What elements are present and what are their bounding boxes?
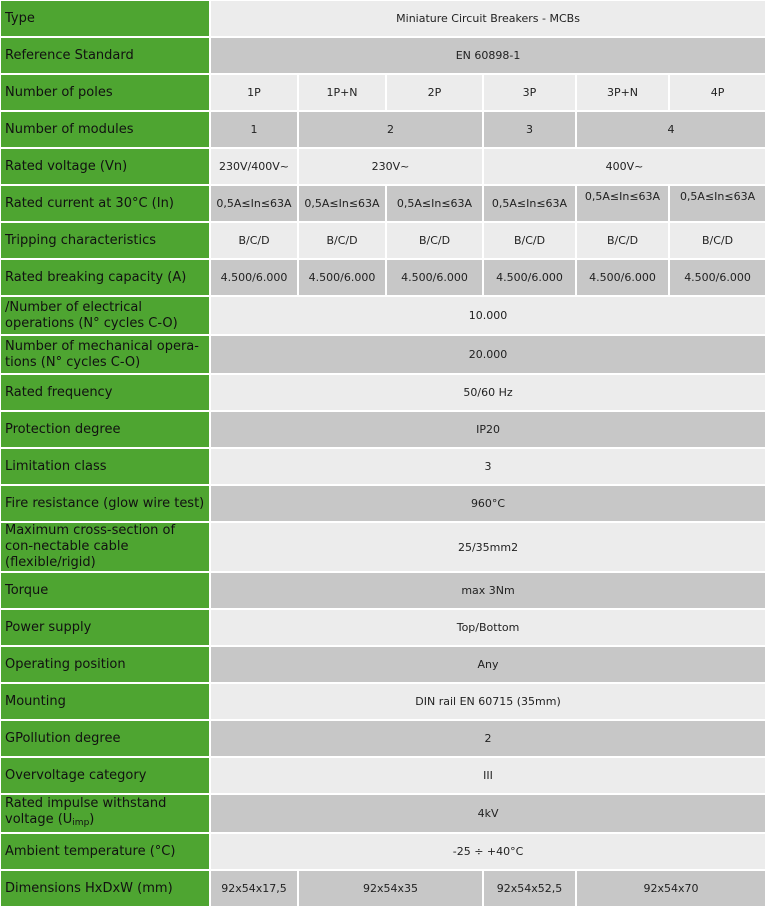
row-label-subscript: imp: [72, 818, 90, 828]
row-label: Type: [1, 1, 209, 36]
row-label-text: Rated impulse withstand voltage (U: [5, 796, 167, 827]
dimensions-2-modules: 92x54x35: [299, 871, 482, 906]
row-mounting: [1, 684, 765, 719]
row-label: Mounting: [1, 684, 209, 719]
overvoltage-category-value: III: [211, 758, 765, 793]
impulse-voltage-value: 4kV: [211, 795, 765, 832]
electrical-operations-value: 10.000: [211, 297, 765, 334]
row-label: Limitation class: [1, 449, 209, 484]
row-fire-resistance: [1, 486, 765, 521]
row-power-supply: [1, 610, 765, 645]
cross-section-value: 25/35mm2: [211, 523, 765, 571]
row-protection-degree: [1, 412, 765, 447]
row-rated-breaking-capacity: [1, 260, 765, 295]
tripping-value: B/C/D: [387, 223, 482, 258]
row-label: GPollution degree: [1, 721, 209, 756]
tripping-value: B/C/D: [484, 223, 575, 258]
row-label: Torque: [1, 573, 209, 608]
row-label: [1, 795, 209, 832]
row-label: Rated frequency: [1, 375, 209, 410]
pollution-degree-value: 2: [211, 721, 765, 756]
row-electrical-operations: [1, 297, 765, 334]
breaking-value: 4.500/6.000: [577, 260, 668, 295]
fire-resistance-value: 960°C: [211, 486, 765, 521]
poles-4p: 4P: [670, 75, 765, 110]
row-label-end: ): [89, 812, 95, 827]
breaking-value: 4.500/6.000: [387, 260, 482, 295]
row-label: Number of modules: [1, 112, 209, 147]
modules-2: 2: [299, 112, 482, 147]
tripping-value: B/C/D: [670, 223, 765, 258]
row-tripping-characteristics: [1, 223, 765, 258]
modules-1: 1: [211, 112, 297, 147]
torque-value: max 3Nm: [211, 573, 765, 608]
row-reference-standard: [1, 38, 765, 73]
row-torque: [1, 573, 765, 608]
poles-1p: 1P: [211, 75, 297, 110]
row-label: Overvoltage category: [1, 758, 209, 793]
row-number-of-poles: [1, 75, 765, 110]
voltage-230v: 230V~: [299, 149, 482, 184]
row-type: [1, 1, 765, 36]
row-ambient-temperature: [1, 834, 765, 869]
row-label: Number of poles: [1, 75, 209, 110]
row-label: /Number of electrical operations (N° cycles C-O): [1, 297, 209, 334]
reference-standard-value: EN 60898-1: [211, 38, 765, 73]
row-label: Ambient temperature (°C): [1, 834, 209, 869]
tripping-value: B/C/D: [211, 223, 297, 258]
row-label: Dimensions HxDxW (mm): [1, 871, 209, 906]
voltage-400v: 400V~: [484, 149, 765, 184]
modules-4: 4: [577, 112, 765, 147]
tripping-value: B/C/D: [299, 223, 385, 258]
tripping-value: B/C/D: [577, 223, 668, 258]
current-value: 0,5A≤In≤63A: [577, 186, 668, 221]
row-label: Fire resistance (glow wire test): [1, 486, 209, 521]
row-label: Tripping characteristics: [1, 223, 209, 258]
row-label: Operating position: [1, 647, 209, 682]
power-supply-value: Top/Bottom: [211, 610, 765, 645]
breaking-value: 4.500/6.000: [484, 260, 575, 295]
row-rated-frequency: [1, 375, 765, 410]
current-value: 0,5A≤In≤63A: [387, 186, 482, 221]
mounting-value: DIN rail EN 60715 (35mm): [211, 684, 765, 719]
row-label: Reference Standard: [1, 38, 209, 73]
row-overvoltage-category: [1, 758, 765, 793]
row-cross-section: [1, 523, 765, 571]
row-rated-voltage: [1, 149, 765, 184]
operating-position-value: Any: [211, 647, 765, 682]
row-label: Rated voltage (Vn): [1, 149, 209, 184]
frequency-value: 50/60 Hz: [211, 375, 765, 410]
ambient-temperature-value: -25 ÷ +40°C: [211, 834, 765, 869]
row-label: Power supply: [1, 610, 209, 645]
current-value: 0,5A≤In≤63A: [211, 186, 297, 221]
current-value: 0,5A≤In≤63A: [484, 186, 575, 221]
row-label: Number of mechanical opera-tions (N° cycles C-O): [1, 336, 209, 373]
voltage-1p: 230V/400V~: [211, 149, 297, 184]
dimensions-3-modules: 92x54x52,5: [484, 871, 575, 906]
poles-3pn: 3P+N: [577, 75, 668, 110]
row-impulse-withstand-voltage: [1, 795, 765, 832]
row-label: Maximum cross-section of con-nectable cable (flexible/rigid): [1, 523, 209, 571]
breaking-value: 4.500/6.000: [299, 260, 385, 295]
poles-2p: 2P: [387, 75, 482, 110]
row-limitation-class: [1, 449, 765, 484]
dimensions-1-module: 92x54x17,5: [211, 871, 297, 906]
type-value: Miniature Circuit Breakers - MCBs: [211, 1, 765, 36]
dimensions-4-modules: 92x54x70: [577, 871, 765, 906]
current-value: 0,5A≤In≤63A: [670, 186, 765, 221]
protection-degree-value: IP20: [211, 412, 765, 447]
row-label: Rated current at 30°C (In): [1, 186, 209, 221]
row-pollution-degree: [1, 721, 765, 756]
row-label: Protection degree: [1, 412, 209, 447]
breaking-value: 4.500/6.000: [211, 260, 297, 295]
row-operating-position: [1, 647, 765, 682]
modules-3: 3: [484, 112, 575, 147]
current-value: 0,5A≤In≤63A: [299, 186, 385, 221]
row-label: Rated breaking capacity (A): [1, 260, 209, 295]
poles-1pn: 1P+N: [299, 75, 385, 110]
row-rated-current: [1, 186, 765, 221]
row-number-of-modules: [1, 112, 765, 147]
mechanical-operations-value: 20.000: [211, 336, 765, 373]
row-dimensions: [1, 871, 765, 906]
breaking-value: 4.500/6.000: [670, 260, 765, 295]
row-mechanical-operations: [1, 336, 765, 373]
limitation-class-value: 3: [211, 449, 765, 484]
poles-3p: 3P: [484, 75, 575, 110]
